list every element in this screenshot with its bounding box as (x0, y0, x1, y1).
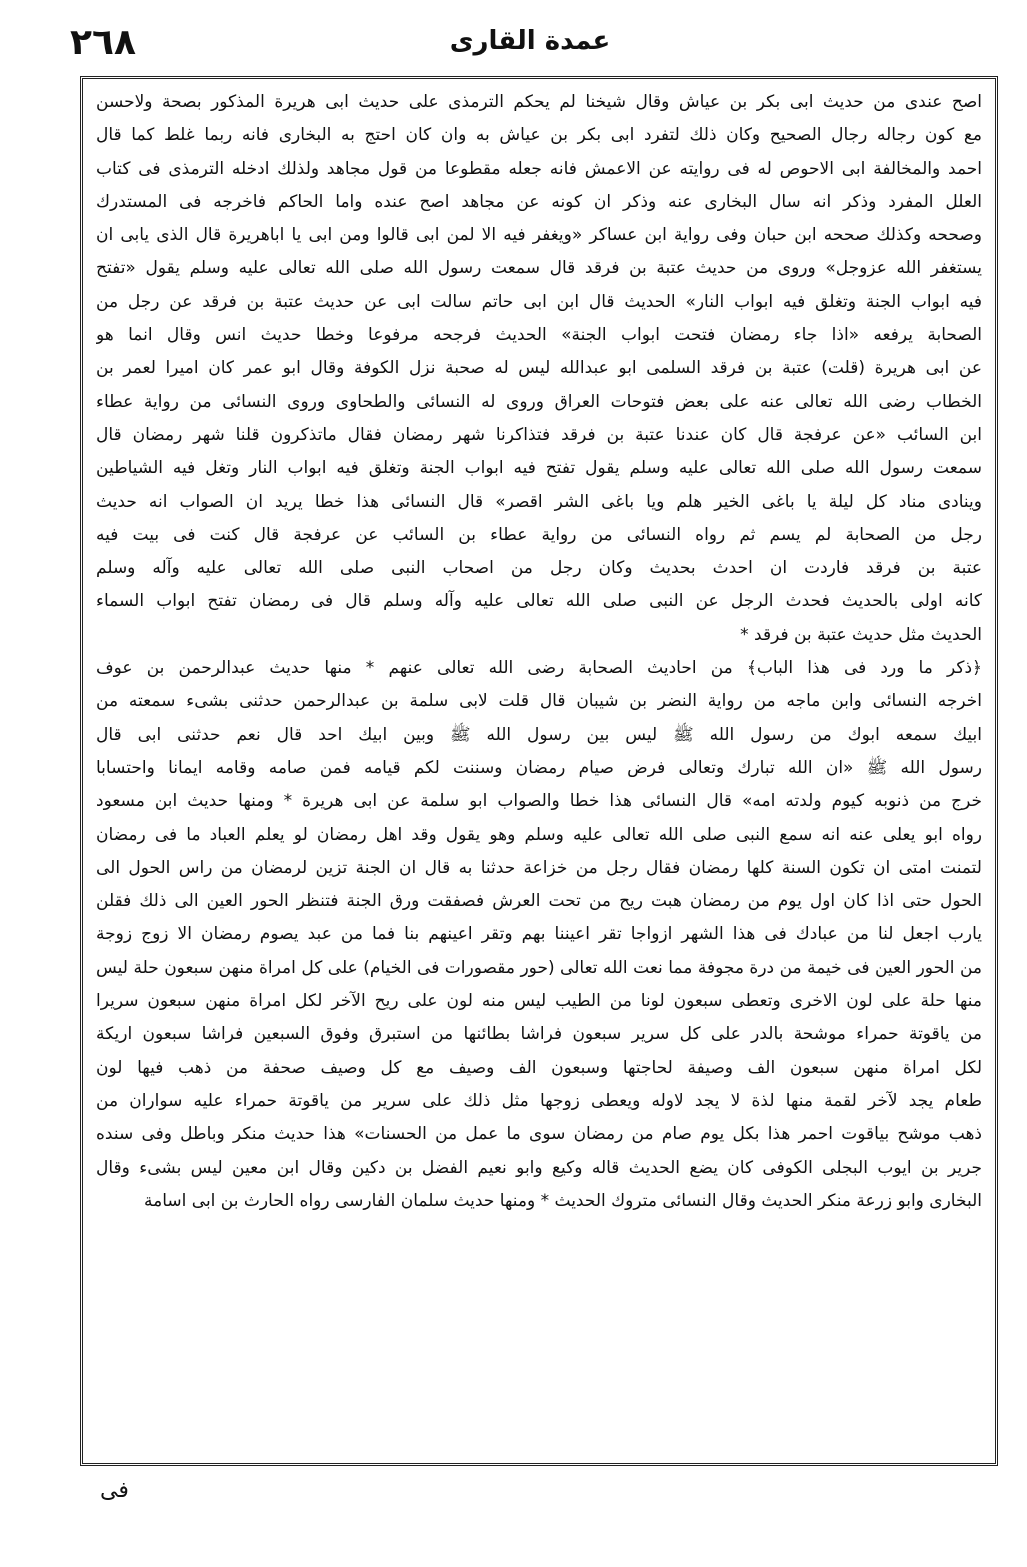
text-line: سمعت رسول الله صلی الله تعالی عليه وسلم يقول تفتح فيه ابواب الجنة وتغلق فيه ابواب النار وتغل فيه الشياطين (96, 458, 982, 479)
text-line: ذهب موشح بياقوت احمر هذا بكل يوم صام من رمضان سوی ما عمل من الحسنات» هذا حديث منكر وباطل وفی سنده (96, 1124, 982, 1145)
text-line: رجل من الصحابة لم يسم ثم رواه النسائی من رواية عطاء بن السائب عن عرفجة قال كنت فی بيت فيه (96, 524, 982, 545)
text-line: لتمنت امتی ان تكون السنة كلها رمضان فقال رجل من خزاعة حدثنا به قال ان الجنة تزين لرمضان من راس الحول الی (96, 857, 982, 878)
text-line: طعام يجد لآخر لقمة منها لذة لا يجد لاوله ويعطی زوجها مثل ذلك علی سرير من ياقوتة حمراء عليه سواران من (96, 1090, 982, 1111)
text-body (96, 86, 982, 1218)
text-line: رسول الله ﷺ «ان الله تبارك وتعالی فرض صيام رمضان وسننت لكم قيامه فمن صامه وقامه ايمانا واحتسابا (96, 757, 982, 778)
text-line: يستغفر الله عزوجل» وروی من حديث عتبة بن فرقد قال سمعت رسول الله صلی الله تعالی عليه وسلم يقول «تفتح (96, 258, 982, 279)
text-line: من الحور العين فی خيمة من درة مجوفة مما نعت الله تعالی (حور مقصورات فی الخيام) علی كل امراة منهن سبعون حلة ليس (96, 957, 982, 978)
text-line: الحول حتی اذا كان اول يوم من رمضان هبت ريح من تحت العرش فصفقت ورق الجنة فتنظر الحور العين الی ذلك فقلن (96, 891, 982, 912)
text-line: ابيك سمعه ابوك من رسول الله ﷺ ليس بين رسول الله ﷺ وبين ابيك احد قال نعم حدثنی ابی قال (96, 724, 982, 745)
text-line: البخاری وابو زرعة منكر الحديث وقال النسائی متروك الحديث * ومنها حديث سلمان الفارسی رواه الحارث بن ابی اسامة (144, 1190, 982, 1211)
text-line: من ياقوتة حمراء موشحة بالدر علی كل سرير سبعون فراشا بطائنها من استبرق وفوق السبعين فراشا سبعون اريكة (96, 1024, 982, 1045)
page-header (70, 22, 990, 72)
running-title: عمدة القاری (449, 26, 611, 56)
text-line: عن ابی هريرة (قلت) عتبة بن فرقد السلمی ابو عبدالله ليس له صحبة نزل الكوفة وقال ابو عمر كان اميرا لعمر بن (96, 358, 982, 379)
text-line: مع كون رجاله رجال الصحيح وكان ذلك لتفرد ابی بكر بن عياش به وان كان احتج به البخاری فانه ربما غلط كما قال (96, 125, 982, 146)
text-line: منها حلة علی لون الاخری وتعطی سبعون لونا من الطيب ليس منه لون علی ريح الآخر لكل امراة منهن سبعون سريرا (96, 991, 982, 1012)
catchword: فی (100, 1478, 129, 1503)
text-line: الخطاب رضی الله تعالی عنه علی بعض فتوحات العراق وروی له النسائی والطحاوی وروی النسائی من رواية عطاء (96, 391, 982, 412)
text-line: اصح عندی من حديث ابی بكر بن عياش وقال شيخنا لم يحكم الترمذی علی حديث ابی هريرة المذكور بصحة ولاحسن (96, 92, 982, 112)
text-line: عتبة بن فرقد فاردت ان احدث بحديث وكان رجل من اصحاب النبی صلی الله تعالی عليه وآله وسلم (96, 558, 982, 579)
text-line: يارب اجعل لنا من عبادك فی هذا الشهر ازواجا تقر اعيننا بهم وتقر اعينهم بنا فما من عبد يصوم رمضان الا زوج زوجة (96, 924, 982, 945)
text-line: ابن السائب «عن عرفجة قال كان عندنا عتبة بن فرقد فتذاكرنا شهر رمضان فقال ماتذكرون قلنا شهر رمضان قال (96, 424, 982, 445)
text-line: فيه ابواب الجنة وتغلق فيه ابواب النار» الحديث قال ابن ابی حاتم سالت ابی عن حديث عتبة بن فرقد عن رجل من (96, 291, 982, 312)
text-line: رواه ابو يعلی عنه انه سمع النبی صلی الله تعالی عليه وسلم وهو يقول وقد اهل رمضان لو يعلم العباد ما فی رمضان (96, 824, 982, 845)
text-line: الصحابة يرفعه «اذا جاء رمضان فتحت ابواب الجنة» الحديث فرجحه مرفوعا وخطا حديث انس وقال انما هو (96, 325, 982, 346)
text-line: ﴿ذكر ما ورد فی هذا الباب﴾ من احاديث الصحابة رضی الله تعالی عنهم * منها حديث عبدالرحمن بن عوف (96, 658, 982, 679)
text-line: كانه اولی بالحديث فحدث الرجل عن النبی صلی الله تعالی عليه وآله وسلم قال فی رمضان تفتح ابواب السماء (96, 591, 982, 612)
text-line: العلل المفرد وذكر انه سال البخاری عنه وذكر ان كونه عن مجاهد اصح عنده واما الحاكم فاخرجه فی المستدرك (96, 191, 982, 212)
text-line: وصححه وكذلك صححه ابن حبان وفی رواية ابن عساكر «ويغفر فيه الا لمن ابی قالوا ومن ابی يا اباهريرة قال الذی يابی ان (96, 225, 982, 246)
text-line: جرير بن ايوب البجلی الكوفی كان يضع الحديث قاله وكيع وابو نعيم الفضل بن دكين وقال ابن معين ليس بشیء وقال (96, 1157, 982, 1178)
text-line: لكل امراة منهن سبعون الف وصيفة لحاجتها وسبعون الف وصيف مع كل وصيف صحفة من ذهب فيها لون (96, 1057, 982, 1078)
text-line: خرج من ذنوبه كيوم ولدته امه» قال النسائی هذا خطا والصواب ابو سلمة عن ابی هريرة * ومنها حديث ابن مسعود (96, 791, 982, 812)
page-number: ٢٦٨ (70, 22, 136, 63)
text-line: وينادی مناد كل ليلة يا باغی الخير هلم ويا باغی الشر اقصر» قال النسائی هذا خطا يريد ان الصواب انه حديث (96, 491, 982, 512)
text-line: الحديث مثل حديث عتبة بن فرقد * (740, 624, 982, 645)
text-line: احمد والمخالفة ابی الاحوص له فی روايته عن الاعمش فانه جعله مقطوعا من قول مجاهد ولذلك ادخله الترمذی فی كتاب (96, 158, 982, 179)
text-line: اخرجه النسائی وابن ماجه من رواية النضر بن شيبان قال قلت لابی سلمة بن عبدالرحمن حدثنی بشیء سمعته من (96, 691, 982, 712)
